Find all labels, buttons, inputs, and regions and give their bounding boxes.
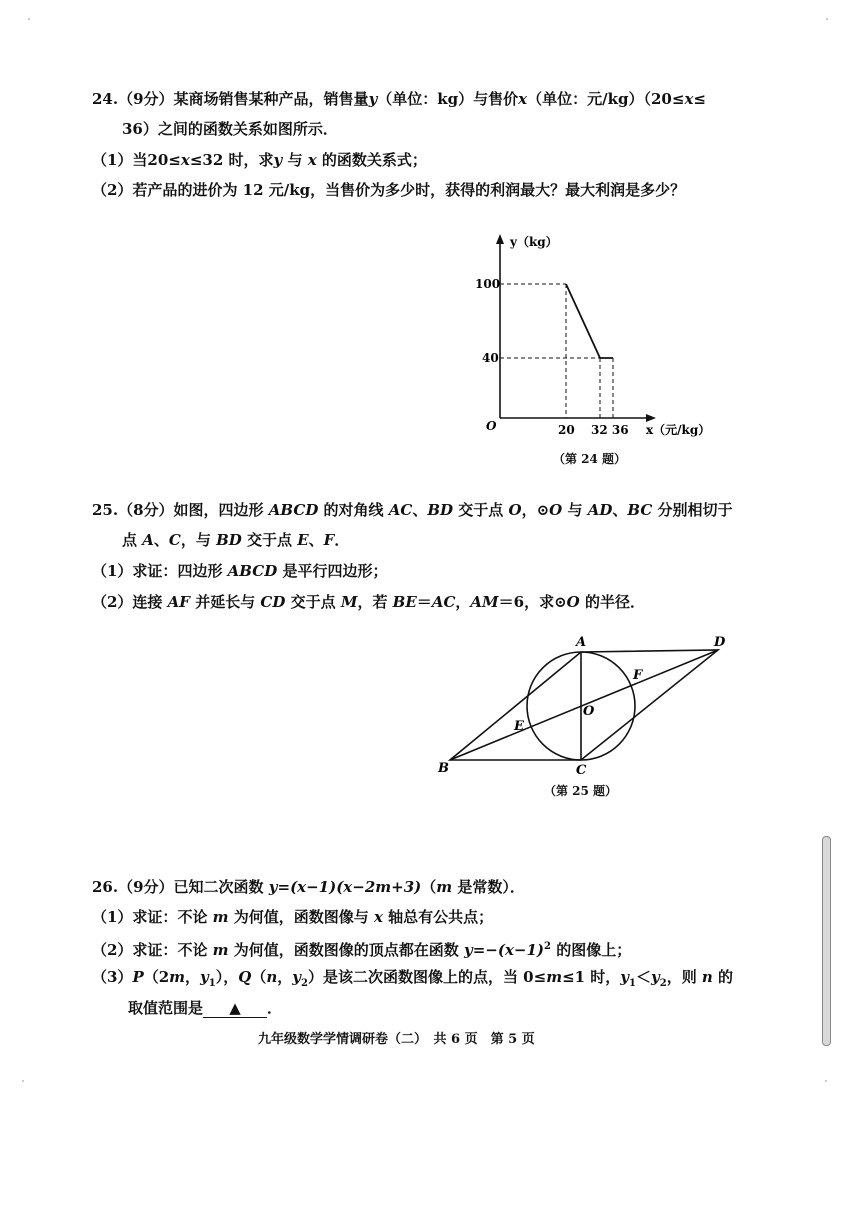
q25-stem-line1: 25.（8分）如图，四边形 ABCD 的对角线 AC、BD 交于点 O，⊙O 与 AD、BC 分别相切于 — [92, 501, 733, 519]
q24-part1: （1）当20≤x≤32 时，求y 与 x 的函数关系式； — [92, 151, 427, 169]
q25-caption: （第 25 题） — [544, 784, 618, 798]
q25-part1: （1）求证：四边形 ABCD 是平行四边形； — [92, 562, 388, 580]
label-o: O — [583, 704, 595, 719]
label-f: F — [633, 668, 643, 683]
page-footer: 九年级数学学情调研卷（二） 共 6 页 第 5 页 — [258, 1032, 535, 1047]
y-axis-arrow — [496, 234, 504, 244]
function-graph — [566, 284, 613, 358]
scan-speck — [825, 1080, 827, 1082]
label-c: C — [576, 763, 587, 778]
scan-speck — [22, 1080, 24, 1082]
scan-speck — [826, 18, 828, 20]
origin-label: O — [486, 419, 497, 433]
label-b: B — [438, 761, 449, 776]
y-axis-label: y（kg） — [510, 235, 558, 249]
tick-20: 20 — [558, 423, 575, 437]
q26-part3-line2: 取值范围是 ▲ ． — [128, 999, 283, 1017]
tick-32-36: 32 36 — [591, 423, 629, 437]
q25-stem-line2: 点 A、C，与 BD 交于点 E、F． — [122, 531, 350, 549]
x-axis-arrow — [646, 414, 656, 422]
x-axis-label: x（元/kg） — [646, 423, 711, 437]
q24-graph — [470, 228, 720, 443]
answer-blank[interactable] — [203, 999, 267, 1018]
label-e: E — [514, 719, 524, 734]
label-d: D — [714, 635, 726, 650]
q24-stem-line1: 24.（9分）某商场销售某种产品，销售量y（单位：kg）与售价x（单位：元/kg）（20≤x≤ — [92, 90, 706, 108]
q24-caption: （第 24 题） — [553, 452, 627, 466]
scrollbar-thumb[interactable] — [822, 836, 831, 1046]
q24-part2: （2）若产品的进价为 12 元/kg，当售价为多少时，获得的利润最大？最大利润是多少？ — [92, 181, 686, 199]
tick-40: 40 — [482, 351, 499, 365]
q26-stem: 26.（9分）已知二次函数 y=(x−1)(x−2m+3)（m 是常数）． — [92, 878, 525, 896]
label-a: A — [576, 635, 587, 650]
q25-part2: （2）连接 AF 并延长与 CD 交于点 M，若 BE＝AC，AM＝6，求⊙O 的半径． — [92, 593, 645, 611]
q25-figure — [430, 630, 740, 780]
q26-part3-line1: （3）P（2m，$y_1$），Q（n，$y_2$）是该二次函数图像上的点，当 0≤m≤1 时，$y_1<y_2$，则 n 的 — [92, 968, 734, 989]
answer-placeholder-triangle: ▲ — [229, 999, 241, 1017]
scan-speck — [28, 18, 30, 20]
q24-stem-line2: 36）之间的函数关系如图所示． — [122, 120, 338, 138]
q26-part1: （1）求证：不论 m 为何值，函数图像与 x 轴总有公共点； — [92, 908, 494, 926]
q26-part2: （2）求证：不论 m 为何值，函数图像的顶点都在函数 $y=-(x-1)^2$ 的图像上； — [92, 941, 632, 959]
tick-100: 100 — [475, 277, 501, 291]
